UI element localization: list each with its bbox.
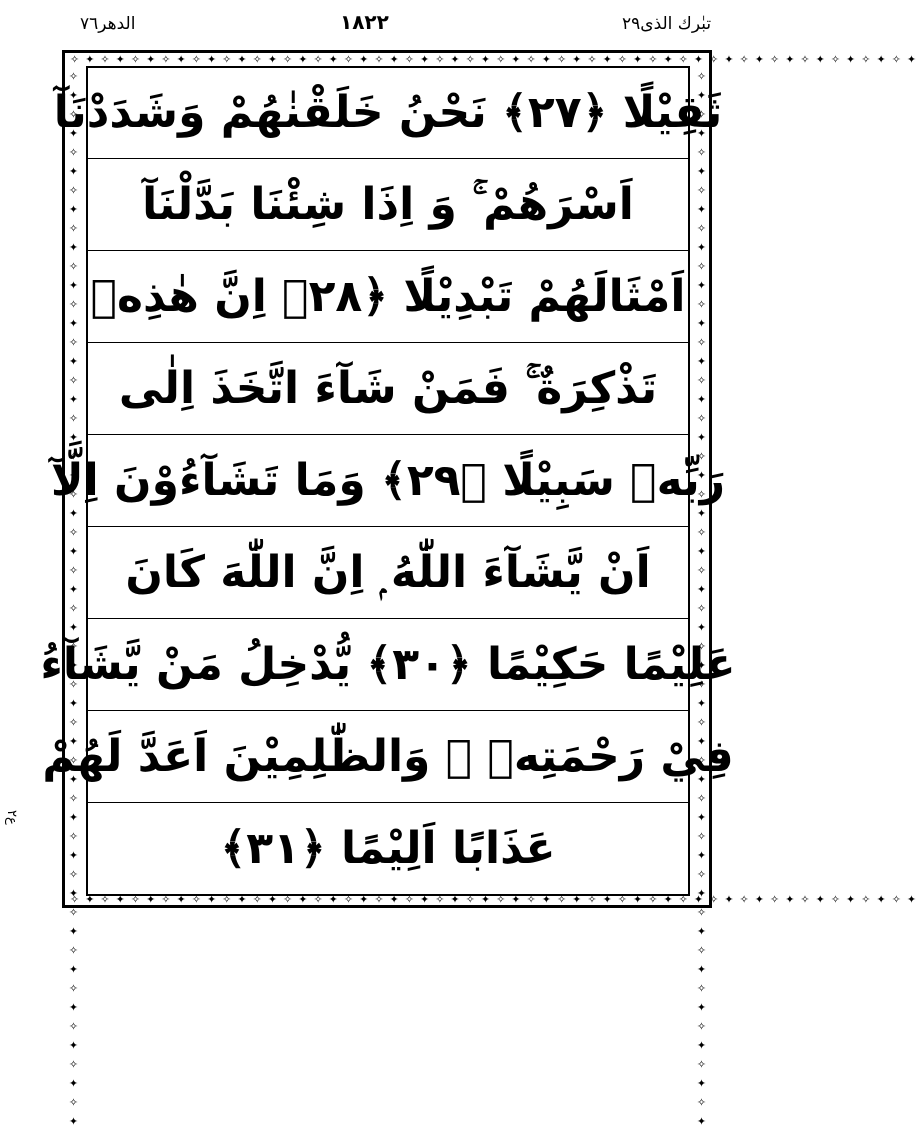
ruku-margin-note: ع٢: [4, 810, 19, 825]
page-number: ١٨٢٢: [340, 10, 389, 34]
ayah-line: اَسْرَهُمْ ۚ وَ اِذَا شِئْنَا بَدَّلْنَآ: [142, 179, 634, 230]
ayah-line: اَنْ يَّشَآءَ اللّٰهُ ۭ اِنَّ اللّٰهَ كَانَ: [125, 547, 651, 598]
text-line-6: [88, 528, 688, 619]
text-line-7: [40, 620, 736, 711]
text-line-1: [53, 68, 723, 159]
text-area: [40, 68, 736, 894]
ornament-border-right: ✧✦✧✦✧✦✧✦✧✦✧✦✧✦✧✦✧✦✧✦✧✦✧✦✧✦✧✦✧✦✧✦✧✦✧✦✧✦✧✦✧✦✧✦✧✦✧✦✧✦✧✦✧✦✧✦: [695, 70, 708, 1134]
text-line-3: [88, 252, 688, 343]
surah-name: الدھر٧٦: [80, 14, 136, 34]
ornament-border-top: ✧✦✧✦✧✦✧✦✧✦✧✦✧✦✧✦✧✦✧✦✧✦✧✦✧✦✧✦✧✦✧✦✧✦✧✦✧✦✧✦✧✦✧✦✧✦✧✦✧✦✧✦✧✦✧✦: [70, 53, 922, 66]
ornament-border-left: ✧✦✧✦✧✦✧✦✧✦✧✦✧✦✧✦✧✦✧✦✧✦✧✦✧✦✧✦✧✦✧✦✧✦✧✦✧✦✧✦✧✦✧✦✧✦✧✦✧✦✧✦✧✦✧✦: [67, 70, 80, 1134]
ayah-line: اَمْثَالَهُمْ تَبْدِيْلًا ﴿٢٨﴾ اِنَّ هٰذِهٖ: [90, 271, 686, 322]
ayah-line: عَذَابًا اَلِيْمًا ﴿٣١﴾: [220, 823, 556, 874]
text-line-2: [88, 160, 688, 251]
text-line-8: [42, 712, 734, 803]
text-line-5: [50, 436, 726, 527]
juz-name: تبٰرك الذی٢٩: [622, 14, 712, 34]
page-header: [0, 0, 728, 46]
ornament-border-bottom: ✧✦✧✦✧✦✧✦✧✦✧✦✧✦✧✦✧✦✧✦✧✦✧✦✧✦✧✦✧✦✧✦✧✦✧✦✧✦✧✦✧✦✧✦✧✦✧✦✧✦✧✦✧✦✧✦: [70, 893, 922, 906]
ayah-line: فِيْ رَحْمَتِهٖ ۭ وَالظّٰلِمِيْنَ اَعَدَّ لَهُمْ: [42, 731, 734, 782]
ayah-line: ثَقِيْلًا ﴿٢٧﴾ نَحْنُ خَلَقْنٰهُمْ وَشَدَدْنَآ: [53, 87, 723, 138]
ayah-line: رَبِّهٖ سَبِيْلًا ﴿٢٩﴾ وَمَا تَشَآءُوْنَ اِلَّآ: [50, 455, 726, 506]
text-line-9: [88, 804, 688, 894]
ayah-line: عَلِيْمًا حَكِيْمًا ﴿٣٠﴾ يُّدْخِلُ مَنْ يَّشَآءُ: [40, 639, 736, 690]
ayah-line: تَذْكِرَةٌ ۚ فَمَنْ شَآءَ اتَّخَذَ اِلٰى: [118, 363, 658, 414]
text-line-4: [88, 344, 688, 435]
